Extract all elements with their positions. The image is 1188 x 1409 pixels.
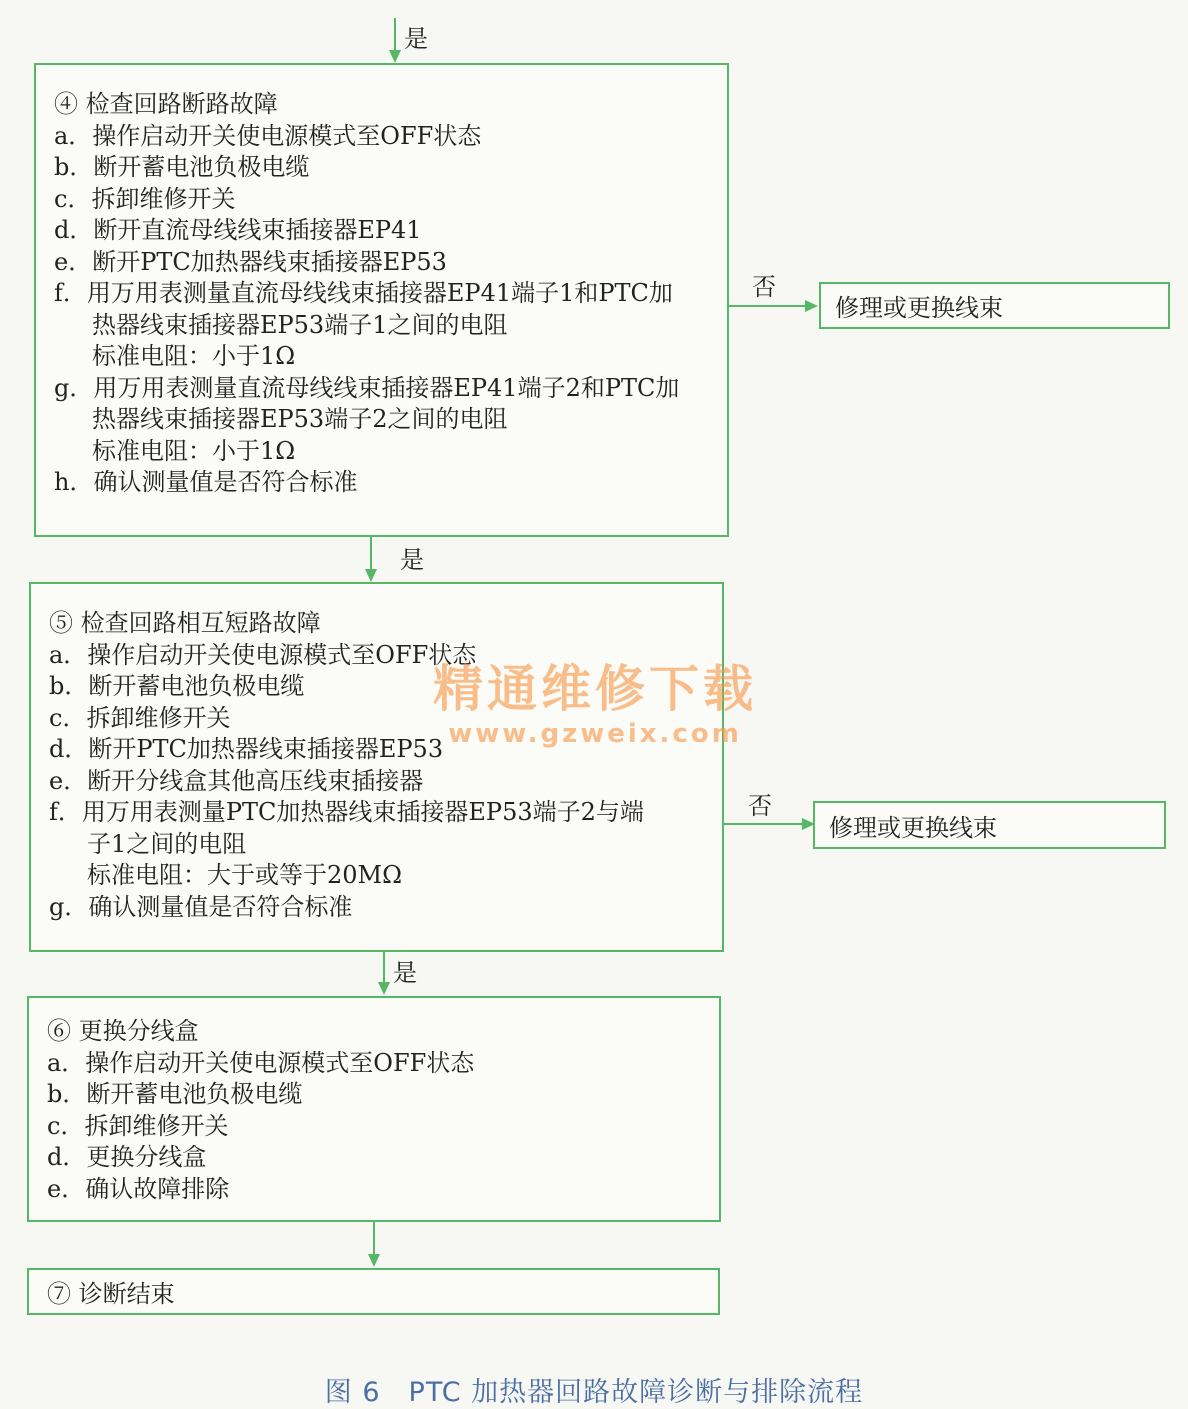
no-label-step5: 否 — [748, 792, 772, 820]
figure-caption: 图 6 PTC 加热器回路故障诊断与排除流程 — [324, 1377, 864, 1408]
arrow-step4-no-shaft — [729, 305, 807, 307]
step4-line-a: a．操作启动开关使电源模式至OFF状态 — [54, 121, 482, 150]
step6-title: ⑥ 更换分线盒 — [47, 1017, 199, 1045]
watermark-url: www.gzweix.com — [448, 719, 742, 749]
step4-line-h: h．确认测量值是否符合标准 — [54, 468, 358, 496]
step6-line-e: e．确认故障排除 — [47, 1174, 230, 1203]
step6-box — [27, 996, 721, 1222]
step4-line-c: c．拆卸维修开关 — [54, 184, 236, 213]
yes-label-top: 是 — [404, 25, 428, 53]
step4-line-d: d．断开直流母线线束插接器EP41 — [54, 216, 422, 244]
step5-no-action-box — [813, 801, 1166, 849]
step6-line-b: b．断开蓄电池负极电缆 — [47, 1080, 303, 1108]
step6-text — [47, 1016, 474, 1205]
step4-line-b: b．断开蓄电池负极电缆 — [54, 153, 310, 181]
yes-label-step5: 是 — [393, 959, 417, 987]
step4-line-f: f．用万用表测量直流母线线束插接器EP41端子1和PTC加 — [54, 279, 673, 307]
yes-label-step4: 是 — [400, 546, 424, 574]
watermark-title: 精通维修下载 — [433, 660, 757, 718]
step5-line-f-cont: 子1之间的电阻 — [87, 829, 247, 858]
arrow-step6-shaft — [373, 1222, 375, 1256]
step5-no-action-text: 修理或更换线束 — [829, 813, 997, 842]
step6-line-a: a．操作启动开关使电源模式至OFF状态 — [47, 1048, 475, 1077]
arrow-step5-yes-head — [378, 982, 390, 995]
step5-line-b: b．断开蓄电池负极电缆 — [49, 672, 305, 700]
step4-title: ④ 检查回路断路故障 — [54, 90, 278, 118]
arrow-step5-no-shaft — [724, 823, 804, 825]
step4-line-g-cont: 热器线束插接器EP53端子2之间的电阻 — [92, 405, 508, 433]
step5-line-d: d．断开PTC加热器线束插接器EP53 — [49, 735, 444, 763]
step4-line-f-cont: 热器线束插接器EP53端子1之间的电阻 — [92, 310, 508, 339]
arrow-step4-yes-shaft — [370, 537, 372, 571]
step4-text — [54, 89, 679, 499]
step4-line-g-standard: 标准电阻：小于1Ω — [92, 436, 296, 465]
step5-line-f-standard: 标准电阻：大于或等于20MΩ — [87, 861, 403, 889]
step5-line-c: c．拆卸维修开关 — [49, 703, 231, 732]
step4-box — [34, 63, 729, 537]
arrow-step6-head — [368, 1254, 380, 1267]
step6-line-d: d．更换分线盒 — [47, 1143, 207, 1171]
step5-text — [49, 608, 644, 923]
step4-line-e: e．断开PTC加热器线束插接器EP53 — [54, 247, 447, 276]
step6-line-c: c．拆卸维修开关 — [47, 1111, 229, 1140]
step5-line-f: f．用万用表测量PTC加热器线束插接器EP53端子2与端 — [49, 798, 644, 826]
step4-line-g: g．用万用表测量直流母线线束插接器EP41端子2和PTC加 — [54, 373, 680, 402]
arrow-step5-yes-shaft — [383, 952, 385, 984]
arrow-top-head — [389, 50, 401, 63]
arrow-step4-no-head — [805, 300, 818, 312]
arrow-top-shaft — [394, 18, 396, 52]
step5-line-a: a．操作启动开关使电源模式至OFF状态 — [49, 640, 477, 669]
step7-title: ⑦ 诊断结束 — [47, 1280, 175, 1308]
step5-line-g: g．确认测量值是否符合标准 — [49, 892, 353, 921]
step7-box — [27, 1268, 720, 1315]
step5-title: ⑤ 检查回路相互短路故障 — [49, 609, 321, 637]
step4-no-action-box — [819, 282, 1170, 329]
arrow-step4-yes-head — [365, 569, 377, 582]
step4-line-f-standard: 标准电阻：小于1Ω — [92, 342, 296, 370]
step4-no-action-text: 修理或更换线束 — [835, 294, 1003, 322]
step5-box — [29, 582, 724, 952]
step5-line-e: e．断开分线盒其他高压线束插接器 — [49, 766, 424, 795]
no-label-step4: 否 — [752, 273, 776, 301]
